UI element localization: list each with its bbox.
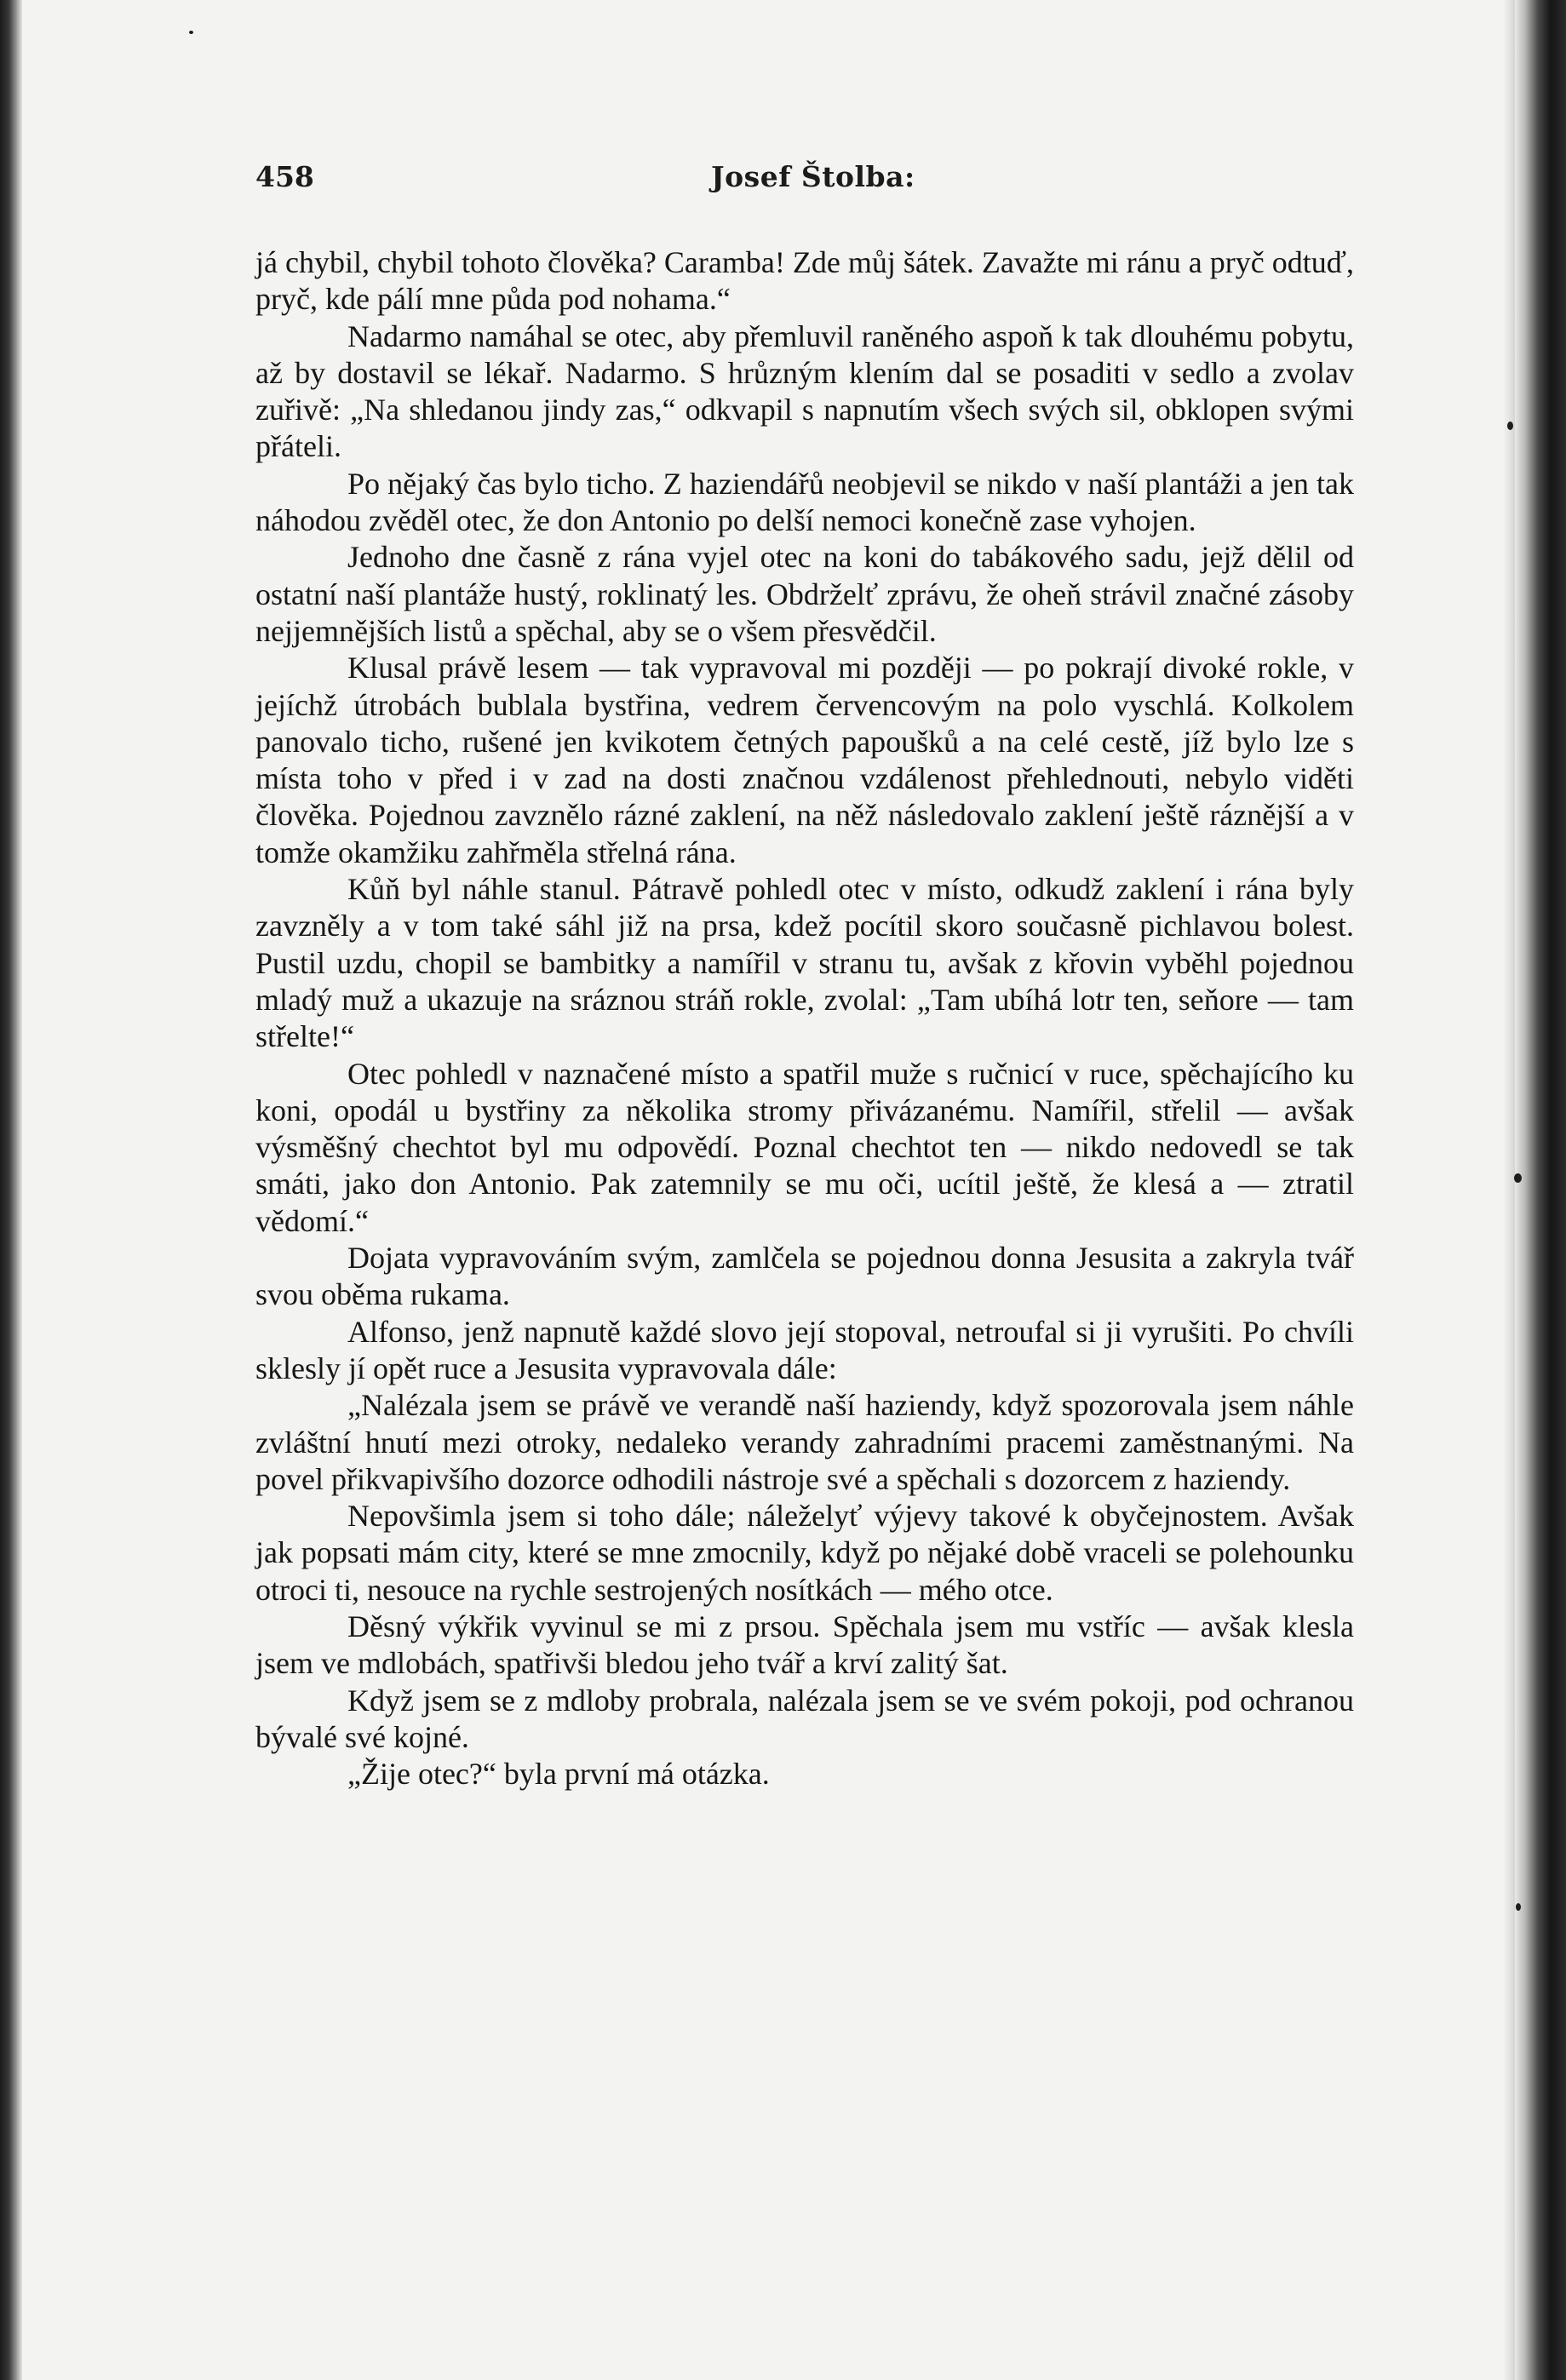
page-header [255, 160, 1354, 203]
paragraph: „Žije otec?“ byla první má otázka. [347, 1757, 770, 1792]
paragraph: Po nějaký čas bylo ticho. Z haziendářů neobjevil se nikdo v naší plantáži a jen tak náhodou zvěděl otec, že don Antonio po delší nemoci konečně zase vyhojen. [255, 466, 1354, 538]
paragraph: Kůň byl náhle stanul. Pátravě pohledl otec v místo, odkudž zaklení i rána byly zavzněly a v tom také sáhl již na prsa, kdež pocítil skoro současně pichlavou bolest. Pustil uzdu, chopil se bambitky a namířil v stranu tu, avšak z křovin vyběhl pojednou mladý muž a ukazuje na sráznou stráň rokle, zvolal: „Tam ubíhá lotr ten, seňore — tam střelte!“ [255, 872, 1354, 1054]
running-head: Josef Štolba: [711, 160, 915, 193]
paragraph: Když jsem se z mdloby probrala, nalézala jsem se ve svém pokoji, pod ochranou bývalé své kojné. [255, 1683, 1354, 1754]
body-text [255, 244, 1354, 1792]
paragraph: Nadarmo namáhal se otec, aby přemluvil raněného aspoň k tak dlouhému pobytu, až by dostavil se lékař. Nadarmo. S hrůzným klením dal se posaditi v sedlo a zvolav zuřivě: „Na shledanou jindy zas,“ odkvapil s napnutím všech svých sil, obklopen svými přáteli. [255, 318, 1354, 464]
scan-speck [189, 31, 193, 34]
paragraph: Nepovšimla jsem si toho dále; náleželyť výjevy takové k obyčejnostem. Avšak jak popsati mám city, které se mne zmocnily, když po nějaké době vraceli se polehounku otroci ti, nesouce na rychle sestrojených nosítkách — mého otce. [255, 1499, 1354, 1607]
scan-edge-left [0, 0, 22, 2380]
paragraph: Klusal právě lesem — tak vypravoval mi později — po pokrají divoké rokle, v jejíchž útrobách bublala bystřina, vedrem červencovým na polo vyschlá. Kolkolem panovalo ticho, rušené jen kvikotem četných papoušků a na celé cestě, jíž bylo lze s místa toho v před i v zad na dosti značnou vzdálenost přehlednouti, nebylo viděti člověka. Pojednou zavznělo rázné zaklení, na něž následovalo zaklení ještě ráznější a v tomže okamžiku zahřměla střelná rána. [255, 651, 1354, 869]
paragraph: Alfonso, jenž napnutě každé slovo její stopoval, netroufal si ji vyrušiti. Po chvíli sklesly jí opět ruce a Jesusita vypravovala dále: [255, 1314, 1354, 1385]
binding-shadow [1503, 0, 1515, 2380]
scan-speck [1507, 422, 1513, 430]
scan-edge-right [1515, 0, 1566, 2380]
paragraph: Otec pohledl v naznačené místo a spatřil muže s ručnicí v ruce, spěchajícího ku koni, opodál u bystřiny za několika stromy přivázanému. Namířil, střelil — avšak výsměšný chechtot byl mu odpovědí. Poznal chechtot ten — nikdo nedovedl se tak smáti, jako don Antonio. Pak zatemnily se mu oči, ucítil ještě, že klesá a — ztratil vědomí.“ [255, 1056, 1354, 1238]
paragraph: Dojata vypravováním svým, zamlčela se pojednou donna Jesusita a zakryla tvář svou oběma rukama. [255, 1241, 1354, 1312]
scan-speck [1514, 1173, 1522, 1183]
paragraph: „Nalézala jsem se právě ve verandě naší haziendy, když spozorovala jsem náhle zvláštní hnutí mezi otroky, nedaleko verandy zahradními pracemi zaměstnanými. Na povel přikvapivšího dozorce odhodili nástroje své a spěchali s dozorcem z haziendy. [255, 1388, 1354, 1496]
page-number: 458 [255, 160, 314, 193]
paragraph: Děsný výkřik vyvinul se mi z prsou. Spěchala jsem mu vstříc — avšak klesla jsem ve mdlobách, spatřivši bledou jeho tvář a krví zalitý šat. [255, 1609, 1354, 1681]
paragraph: Jednoho dne časně z rána vyjel otec na koni do tabákového sadu, jejž dělil od ostatní naší plantáže hustý, roklinatý les. Obdrželť zprávu, že oheň strávil značné zásoby nejjemnějších listů a spěchal, aby se o všem přesvědčil. [255, 540, 1354, 648]
scan-speck [1516, 1903, 1521, 1911]
paragraph: já chybil, chybil tohoto člověka? Caramba! Zde můj šátek. Zavažte mi ránu a pryč odtuď, pryč, kde pálí mne půda pod nohama.“ [255, 245, 1354, 317]
